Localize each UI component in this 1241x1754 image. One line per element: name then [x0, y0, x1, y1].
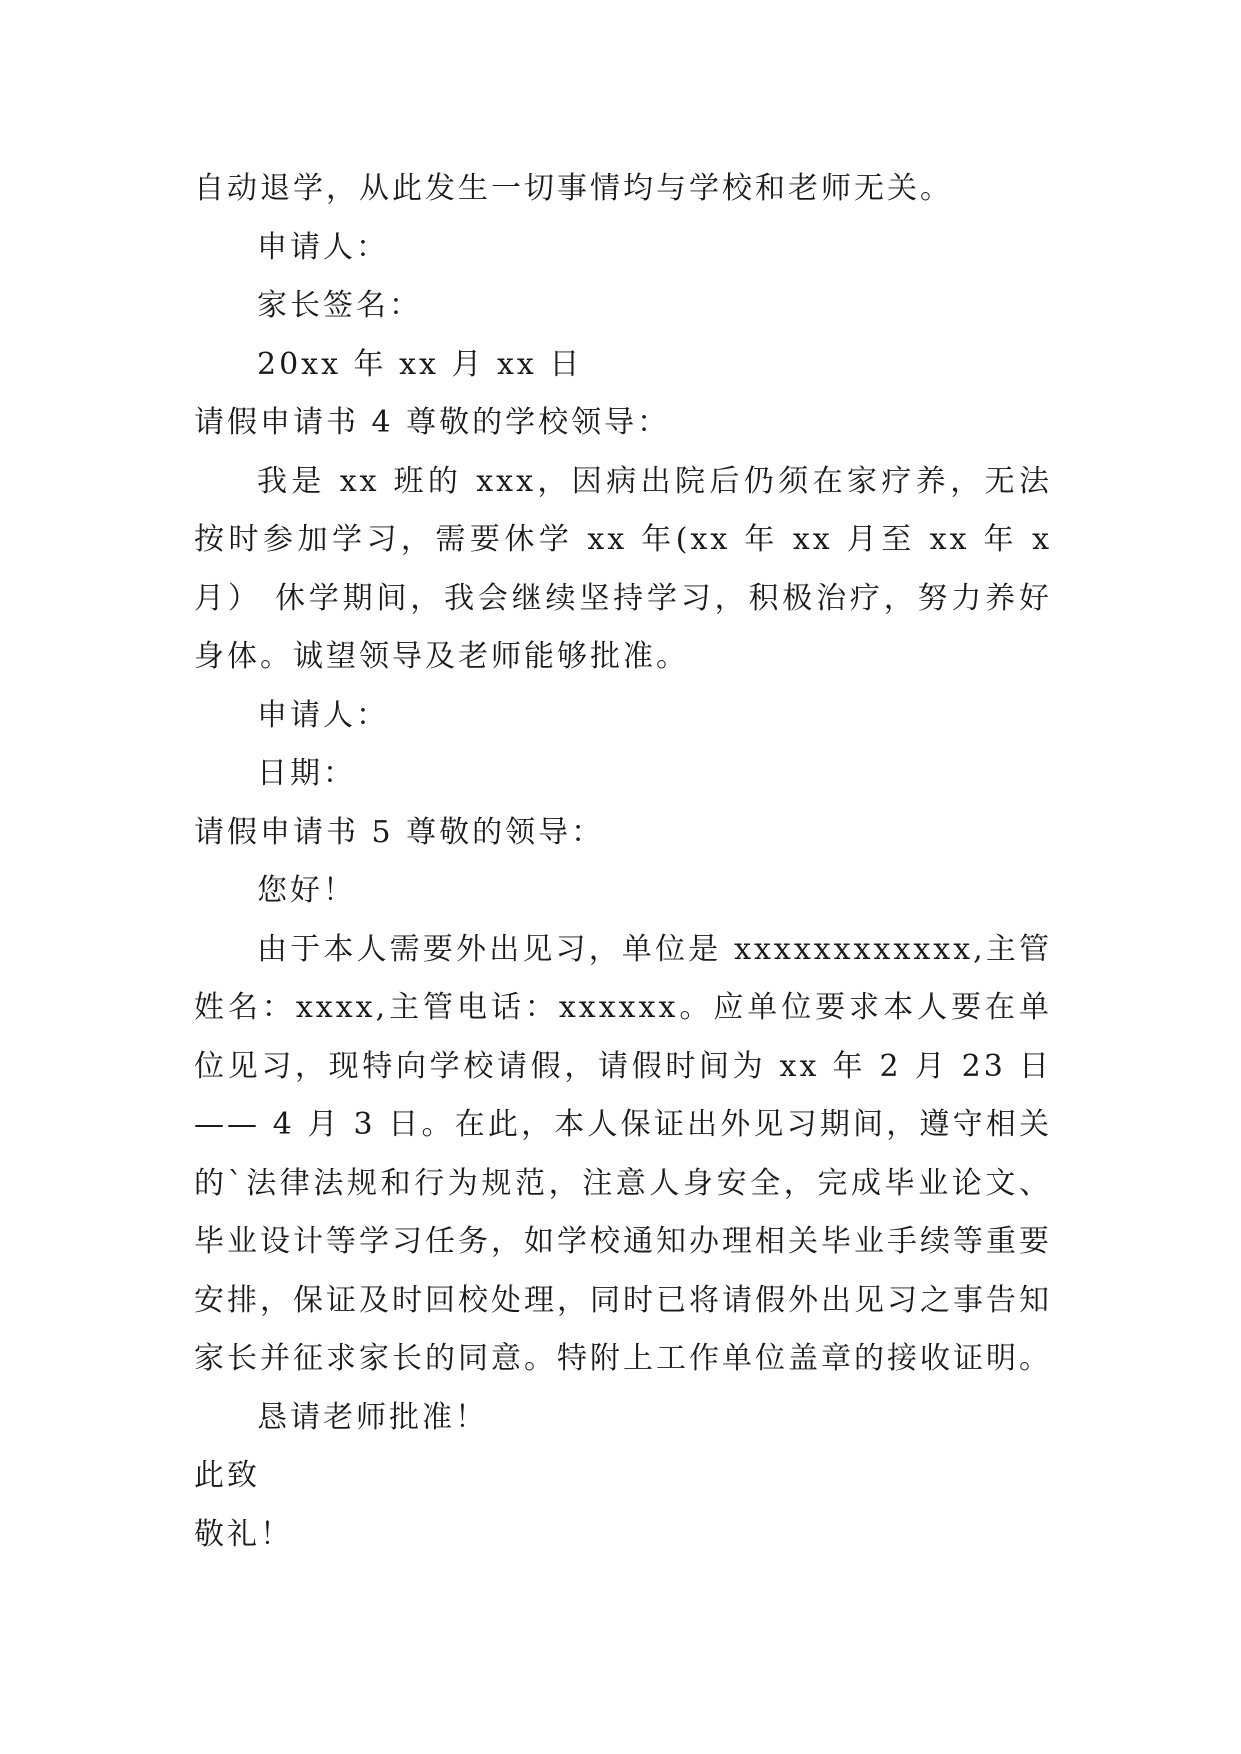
letter5-body: 由于本人需要外出见习，单位是 xxxxxxxxxxxx,主管姓名：xxxx,主管电话：xxxxxx。应单位要求本人要在单位见习，现特向学校请假，请假时间为 xx 年 2 月 23 日—— 4 月 3 日。在此，本人保证出外见习期间，遵守相关的`法律法规和行为规范，注意人身安全，完成毕业论文、毕业设计等学习任务，如学校通知办理相关毕业手续等重要安排，保证及时回校处理，同时已将请假外出见习之事告知家长并征求家长的同意。特附上工作单位盖章的接收证明。	[194, 931, 1052, 1376]
parent-signature-label: 家长签名：	[257, 288, 422, 323]
date-line: 20xx 年 xx 月 xx 日	[257, 346, 583, 382]
document-body	[194, 160, 1052, 1564]
applicant-label: 申请人：	[257, 229, 389, 265]
letter4-body: 我是 xx 班的 xxx，因病出院后仍须在家疗养，无法按时参加学习，需要休学 xx 年(xx 年 xx 月至 xx 年 x 月） 休学期间，我会继续坚持学习，积极治疗，努力养好身体。诚望领导及老师能够批准。	[194, 463, 1052, 674]
letter5-greeting: 您好！	[257, 873, 356, 908]
closing-line-1: 此致	[194, 1458, 260, 1493]
letter5-request: 恳请老师批准！	[257, 1399, 488, 1435]
continuation-line: 自动退学，从此发生一切事情均与学校和老师无关。	[194, 171, 953, 206]
letter4-date-label: 日期：	[257, 756, 356, 791]
letter5-heading: 请假申请书 5 尊敬的领导：	[194, 814, 605, 850]
letter4-applicant-label: 申请人：	[257, 697, 389, 733]
letter4-heading: 请假申请书 4 尊敬的学校领导：	[194, 405, 671, 440]
closing-line-2: 敬礼！	[194, 1516, 293, 1552]
